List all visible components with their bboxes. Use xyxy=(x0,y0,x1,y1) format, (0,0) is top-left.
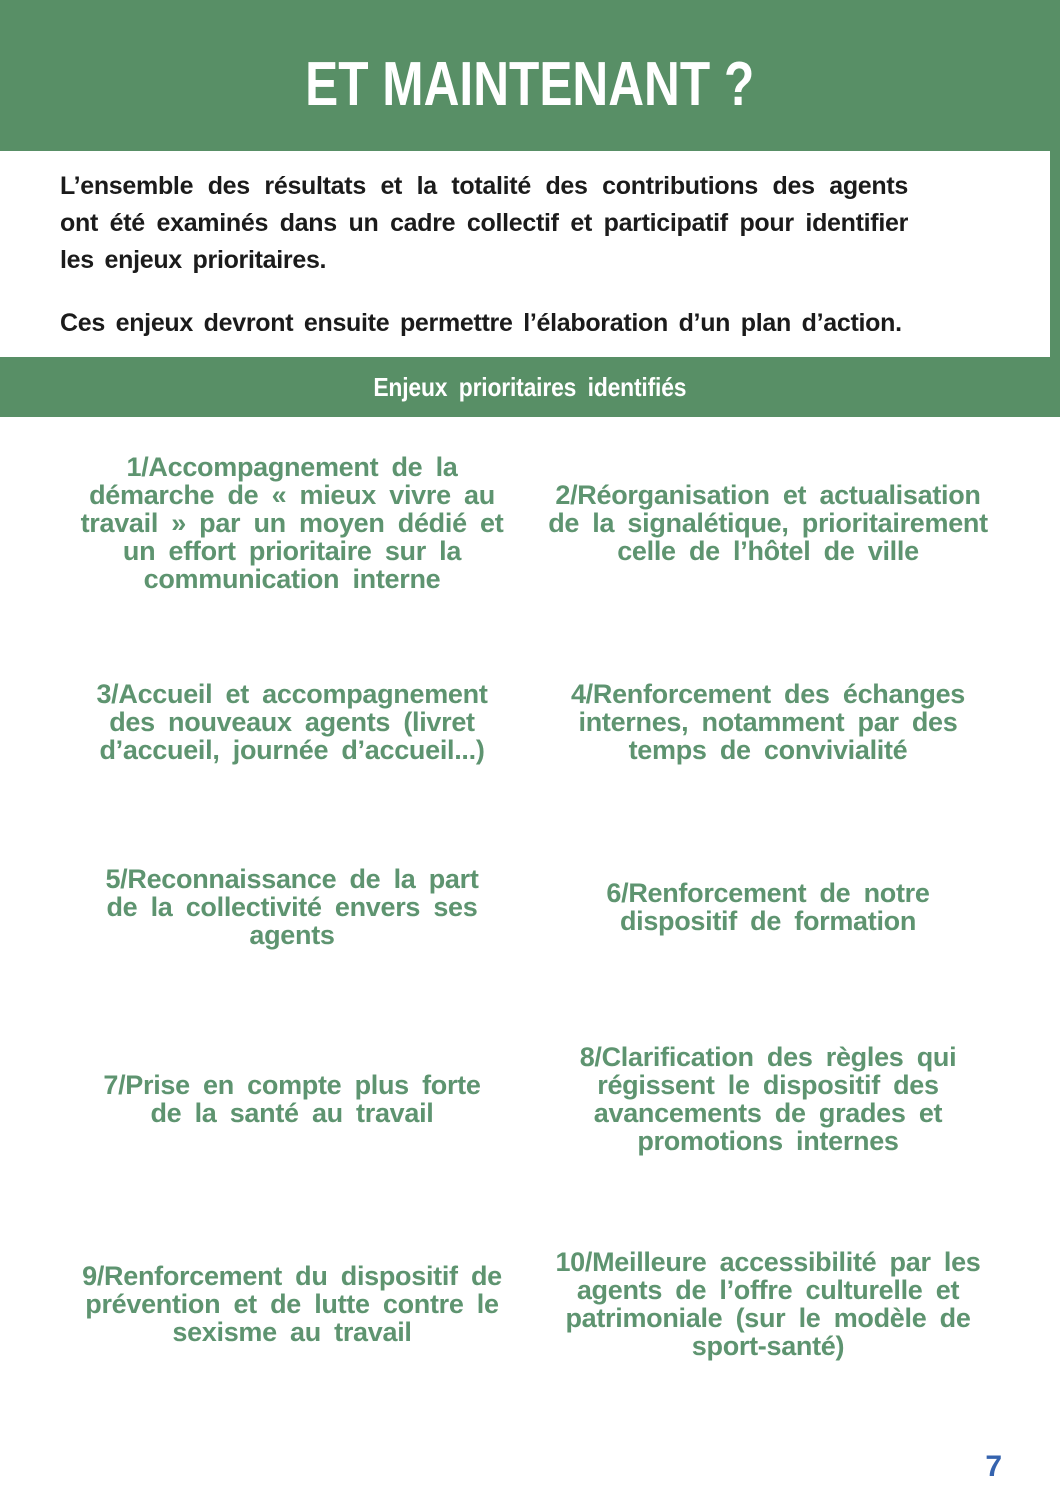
enjeu-item-2 xyxy=(538,417,998,629)
enjeu-item-text: 10/Meilleure accessibilité par les agents de l’offre culturelle et patrimoniale (sur le modèle de sport-santé) xyxy=(555,1247,981,1361)
enjeu-item-6 xyxy=(538,815,998,999)
enjeu-item-text: 6/Renforcement de notre dispositif de formation xyxy=(606,878,930,936)
enjeu-item-8 xyxy=(538,999,998,1199)
enjeu-item-4 xyxy=(538,629,998,815)
enjeu-item-5 xyxy=(62,815,522,999)
enjeu-item-text: 7/Prise en compte plus forte de la santé au travail xyxy=(103,1070,481,1128)
enjeu-item-10 xyxy=(538,1199,998,1409)
section-bar-label: Enjeux prioritaires identifiés xyxy=(373,371,687,402)
enjeu-item-7 xyxy=(62,999,522,1199)
enjeu-item-text: 4/Renforcement des échanges internes, notamment par des temps de convivialité xyxy=(570,679,966,765)
header-banner xyxy=(0,0,1060,151)
enjeu-item-1 xyxy=(62,417,522,629)
enjeu-item-3 xyxy=(62,629,522,815)
enjeu-item-text: 2/Réorganisation et actualisation de la signalétique, prioritairement celle de l’hôtel de ville xyxy=(548,480,988,566)
enjeu-item-text: 8/Clarification des règles qui régissent le dispositif des avancements de grades et promotions internes xyxy=(579,1042,957,1156)
enjeu-item-text: 5/Reconnaissance de la part de la collectivité envers ses agents xyxy=(105,864,479,950)
enjeu-item-9 xyxy=(62,1199,522,1409)
enjeu-item-text: 1/Accompagnement de la démarche de « mieux vivre au travail » par un moyen dédié et un effort prioritaire sur la communication interne xyxy=(80,452,504,594)
intro-paragraph-1: L’ensemble des résultats et la totalité des contributions des agents ont été examinés dans un cadre collectif et participatif pour identifier les enjeux prioritaires. xyxy=(60,172,908,274)
enjeu-item-text: 3/Accueil et accompagnement des nouveaux agents (livret d’accueil, journée d’accueil...) xyxy=(96,679,488,765)
page-title: ET MAINTENANT ? xyxy=(305,50,755,119)
right-green-strip xyxy=(1050,151,1060,357)
items-grid xyxy=(62,417,998,1409)
intro-section xyxy=(60,168,908,368)
intro-paragraph-2: Ces enjeux devront ensuite permettre l’élaboration d’un plan d’action. xyxy=(60,309,902,337)
section-bar xyxy=(0,357,1060,417)
enjeu-item-text: 9/Renforcement du dispositif de prévention et de lutte contre le sexisme au travail xyxy=(82,1261,502,1347)
page-number: 7 xyxy=(985,1450,1002,1483)
